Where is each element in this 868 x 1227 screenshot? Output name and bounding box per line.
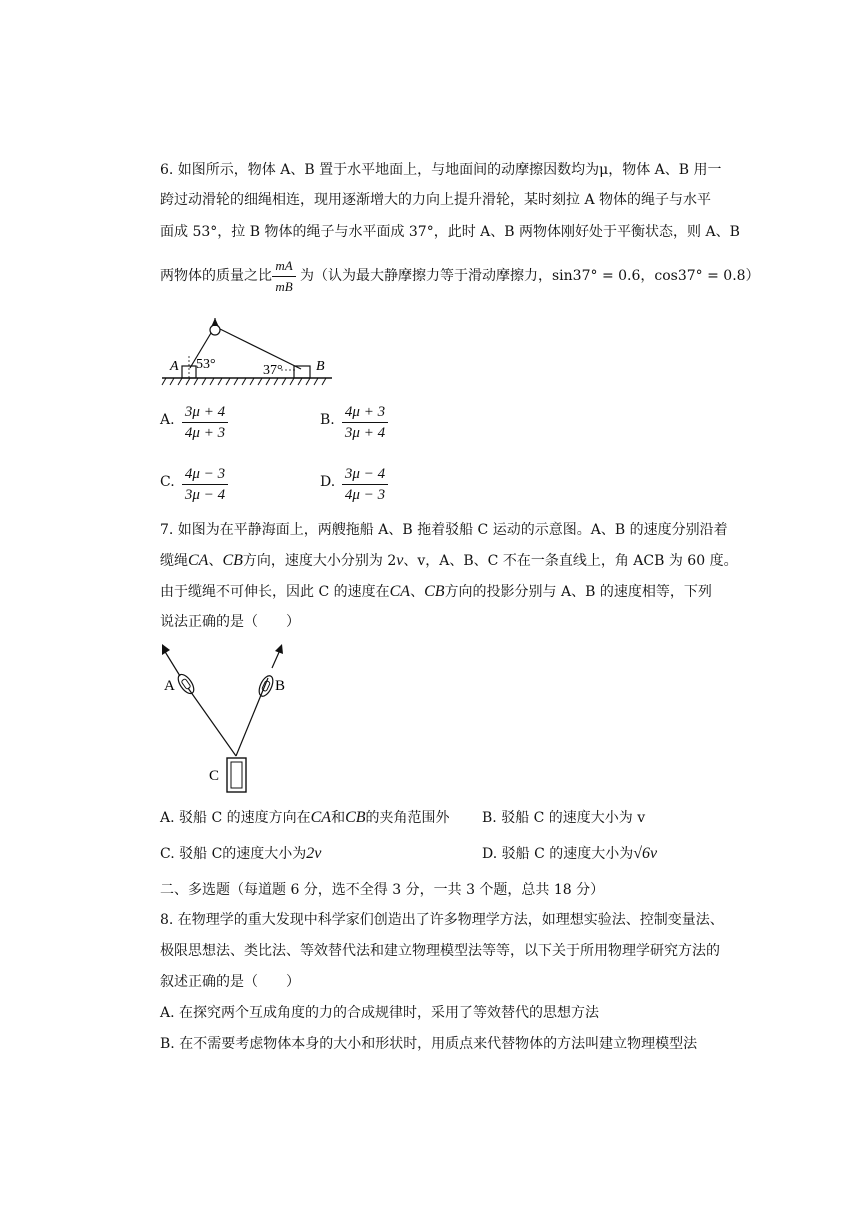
q6-mass-ratio	[272, 256, 296, 297]
velocity-b-line	[272, 650, 280, 668]
text-segment: D. 驳船 C 的速度大小为	[482, 846, 634, 862]
velocity-symbol: v	[396, 552, 404, 569]
label-a: A	[170, 359, 179, 374]
q6-pulley-figure	[160, 318, 340, 390]
q7-option-c[interactable]	[160, 844, 321, 864]
q8-line-3: 叙述正确的是（ ）	[160, 974, 300, 990]
fraction-numerator: 3μ − 4	[342, 464, 388, 485]
q6-option-a-fraction	[182, 402, 228, 443]
rope-b	[220, 329, 301, 369]
q6-mass-ratio-denominator: mB	[275, 279, 293, 294]
section-heading: 二、多选题（每道题 6 分，选不全得 3 分，一共 3 个题，总共 18 分）	[160, 882, 605, 898]
text-segment: 方向，速度大小分别为 2	[242, 553, 397, 569]
velocity-a-line	[164, 650, 180, 676]
text-segment: 方向的投影分别与 A、B 的速度相等，下列	[444, 584, 712, 600]
label-b: B	[316, 359, 325, 374]
cable-ca	[188, 688, 236, 756]
q7-line-2	[160, 551, 738, 571]
q7-option-b[interactable]: B. 驳船 C 的速度大小为 v	[482, 810, 646, 826]
q8-option-b[interactable]: B. 在不需要考虑物体本身的大小和形状时，用质点来代替物体的方法叫建立物理模型法	[160, 1036, 698, 1052]
q8-option-a[interactable]: A. 在探究两个互成角度的力的合成规律时，采用了等效替代的思想方法	[160, 1005, 600, 1021]
fraction-numerator: 4μ − 3	[182, 464, 228, 485]
ground-hatching	[162, 378, 326, 385]
q6-option-a[interactable]	[160, 412, 175, 428]
speed-value: √6v	[633, 845, 658, 862]
text-segment: 、v，A、B、C 不在一条直线上，角 ACB 为 60 度。	[403, 553, 738, 569]
q6-option-c[interactable]	[160, 474, 175, 490]
text-segment: 缆绳	[160, 553, 188, 569]
vector-cb: CB	[424, 583, 445, 600]
text-segment: 由于缆绳不可伸长，因此 C 的速度在	[160, 584, 390, 600]
q6-line-1: 6. 如图所示，物体 A、B 置于水平地面上，与地面间的动摩擦因数均为μ，物体 A、B 用一	[160, 162, 722, 178]
label-a: A	[164, 678, 175, 694]
vector-ca: CA	[188, 552, 209, 569]
text-segment: A. 驳船 C 的速度方向在	[160, 810, 311, 826]
q6-line-4-post: 为（认为最大静摩擦力等于滑动摩擦力，sin37° = 0.6，cos37° = 0.8）	[300, 268, 760, 284]
pulley	[210, 325, 220, 335]
q6-option-b-fraction	[342, 402, 388, 443]
angle-37-label: 37°	[263, 363, 283, 378]
barge-c-inner	[231, 762, 242, 788]
q8-line-1: 8. 在物理学的重大发现中科学家们创造出了许多物理学方法，如理想实验法、控制变量法、	[160, 912, 724, 928]
q6-option-d[interactable]	[320, 474, 335, 490]
fraction-numerator: 3μ + 4	[182, 402, 228, 423]
q7-option-d[interactable]	[482, 844, 657, 864]
option-label: A.	[160, 412, 175, 428]
option-label: B.	[320, 412, 335, 428]
angle-53-label: 53°	[196, 357, 216, 372]
q8-line-2: 极限思想法、类比法、等效替代法和建立物理模型法等等，以下关于所用物理学研究方法的	[160, 943, 720, 959]
vector-cb: CB	[222, 552, 243, 569]
fraction-denominator: 4μ + 3	[184, 425, 226, 441]
text-segment: 、	[208, 553, 223, 569]
q7-option-a[interactable]	[160, 808, 450, 828]
label-b: B	[275, 678, 286, 694]
block-b	[294, 366, 310, 378]
tugboat-a	[175, 672, 197, 696]
text-segment: 的夹角范围外	[365, 810, 450, 826]
q6-line-3: 面成 53°，拉 B 物体的绳子与水平面成 37°，此时 A、B 两物体刚好处于平衡状态，则 A、B	[160, 224, 740, 240]
option-label: C.	[160, 474, 175, 490]
force-arrow-head	[212, 318, 219, 326]
text-segment: 、	[410, 584, 425, 600]
vector-cb: CB	[345, 809, 366, 826]
q7-line-1: 7. 如图为在平静海面上，两艘拖船 A、B 拖着驳船 C 运动的示意图。A、B 的速度分别沿着	[160, 522, 728, 538]
q6-option-b[interactable]	[320, 412, 335, 428]
text-segment: C. 驳船 C的速度大小为	[160, 846, 307, 862]
vector-ca: CA	[389, 583, 411, 600]
q6-option-c-fraction	[182, 464, 228, 505]
label-c: C	[209, 768, 220, 784]
tugboat-b	[256, 674, 275, 699]
q6-option-d-fraction	[342, 464, 388, 505]
fraction-denominator: 3μ + 4	[344, 425, 386, 441]
q7-line-3	[160, 582, 712, 602]
velocity-b-arrow	[275, 644, 283, 654]
fraction-numerator: 4μ + 3	[342, 402, 388, 423]
q7-line-4: 说法正确的是（ ）	[160, 614, 300, 630]
speed-value: 2v	[306, 845, 322, 862]
q6-line-4-pre: 两物体的质量之比	[160, 268, 272, 284]
barge-c	[227, 758, 246, 792]
q7-tugboat-figure	[158, 638, 298, 798]
text-segment: 和	[331, 810, 346, 826]
vector-ca: CA	[310, 809, 332, 826]
option-label: D.	[320, 474, 336, 490]
fraction-denominator: 3μ − 4	[184, 487, 226, 503]
fraction-denominator: 4μ − 3	[344, 487, 386, 503]
q6-line-2: 跨过动滑轮的细绳相连，现用逐渐增大的力向上提升滑轮，某时刻拉 A 物体的绳子与水平	[160, 192, 712, 208]
q6-mass-ratio-numerator: mA	[272, 256, 296, 277]
